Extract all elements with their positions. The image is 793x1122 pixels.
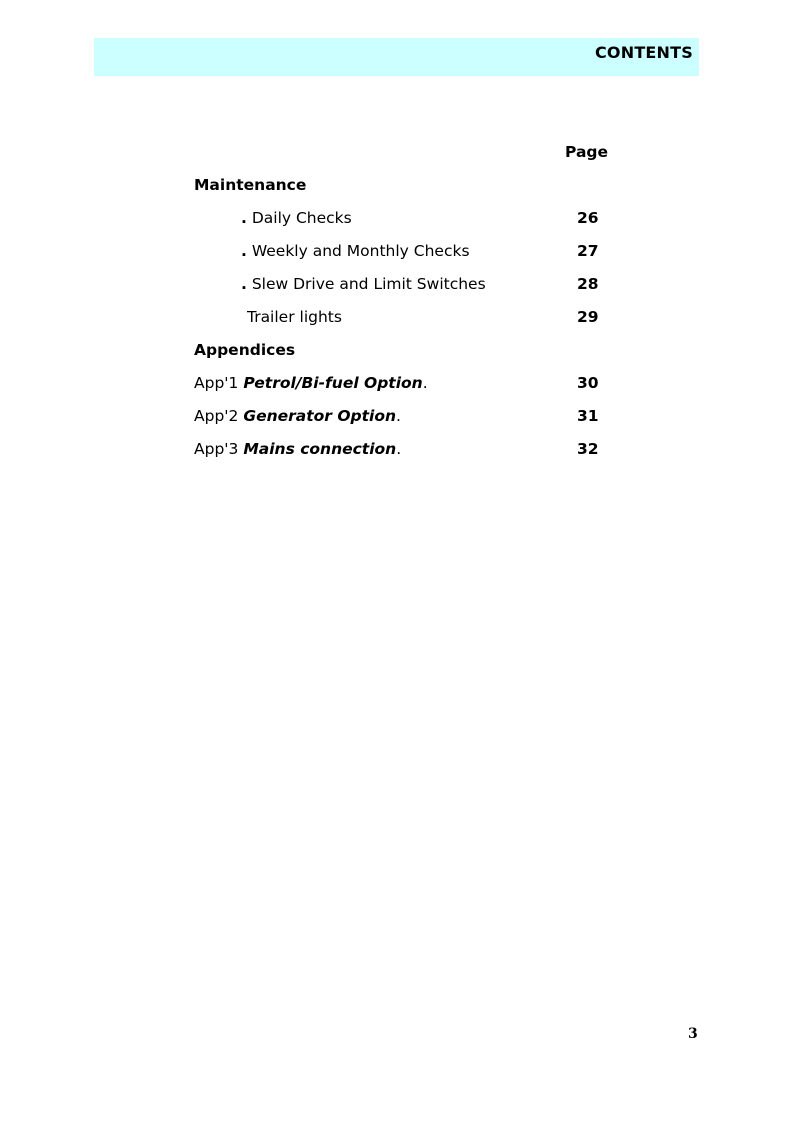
- page-title: CONTENTS: [594, 43, 693, 62]
- toc-entry-label: Daily Checks: [251, 209, 352, 227]
- section-heading-maintenance: Maintenance: [194, 176, 307, 194]
- bullet-dot: .: [241, 242, 247, 260]
- entry-suffix: .: [396, 440, 402, 458]
- toc-entry[interactable]: [241, 275, 486, 293]
- toc-page-number: 28: [577, 275, 599, 293]
- toc-entry[interactable]: [241, 242, 470, 260]
- toc-entry-label: Generator Option: [243, 407, 397, 425]
- toc-entry-label: Petrol/Bi-fuel Option: [243, 374, 423, 392]
- toc-entry-label: Weekly and Monthly Checks: [251, 242, 470, 260]
- toc-page-number: 31: [577, 407, 599, 425]
- appendix-prefix: App'2: [194, 407, 239, 425]
- toc-entry[interactable]: [194, 440, 401, 458]
- page-number: 3: [688, 1026, 698, 1042]
- toc-entry-label: Mains connection: [243, 440, 397, 458]
- toc-entry[interactable]: [247, 308, 342, 326]
- toc-page-number: 29: [577, 308, 599, 326]
- toc-entry[interactable]: [194, 374, 428, 392]
- appendix-prefix: App'3: [194, 440, 239, 458]
- page-column-heading: Page: [565, 143, 609, 161]
- toc-page-number: 32: [577, 440, 599, 458]
- toc-page-number: 26: [577, 209, 599, 227]
- toc-page-number: 27: [577, 242, 599, 260]
- toc-entry[interactable]: [241, 209, 352, 227]
- appendix-prefix: App'1: [194, 374, 239, 392]
- toc-entry-label: Trailer lights: [247, 308, 342, 326]
- bullet-dot: .: [241, 209, 247, 227]
- section-heading-appendices: Appendices: [194, 341, 296, 359]
- toc-page-number: 30: [577, 374, 599, 392]
- toc-entry-label: Slew Drive and Limit Switches: [251, 275, 486, 293]
- entry-suffix: .: [396, 407, 401, 425]
- bullet-dot: .: [241, 275, 247, 293]
- toc-entry[interactable]: [194, 407, 401, 425]
- entry-suffix: .: [422, 374, 428, 392]
